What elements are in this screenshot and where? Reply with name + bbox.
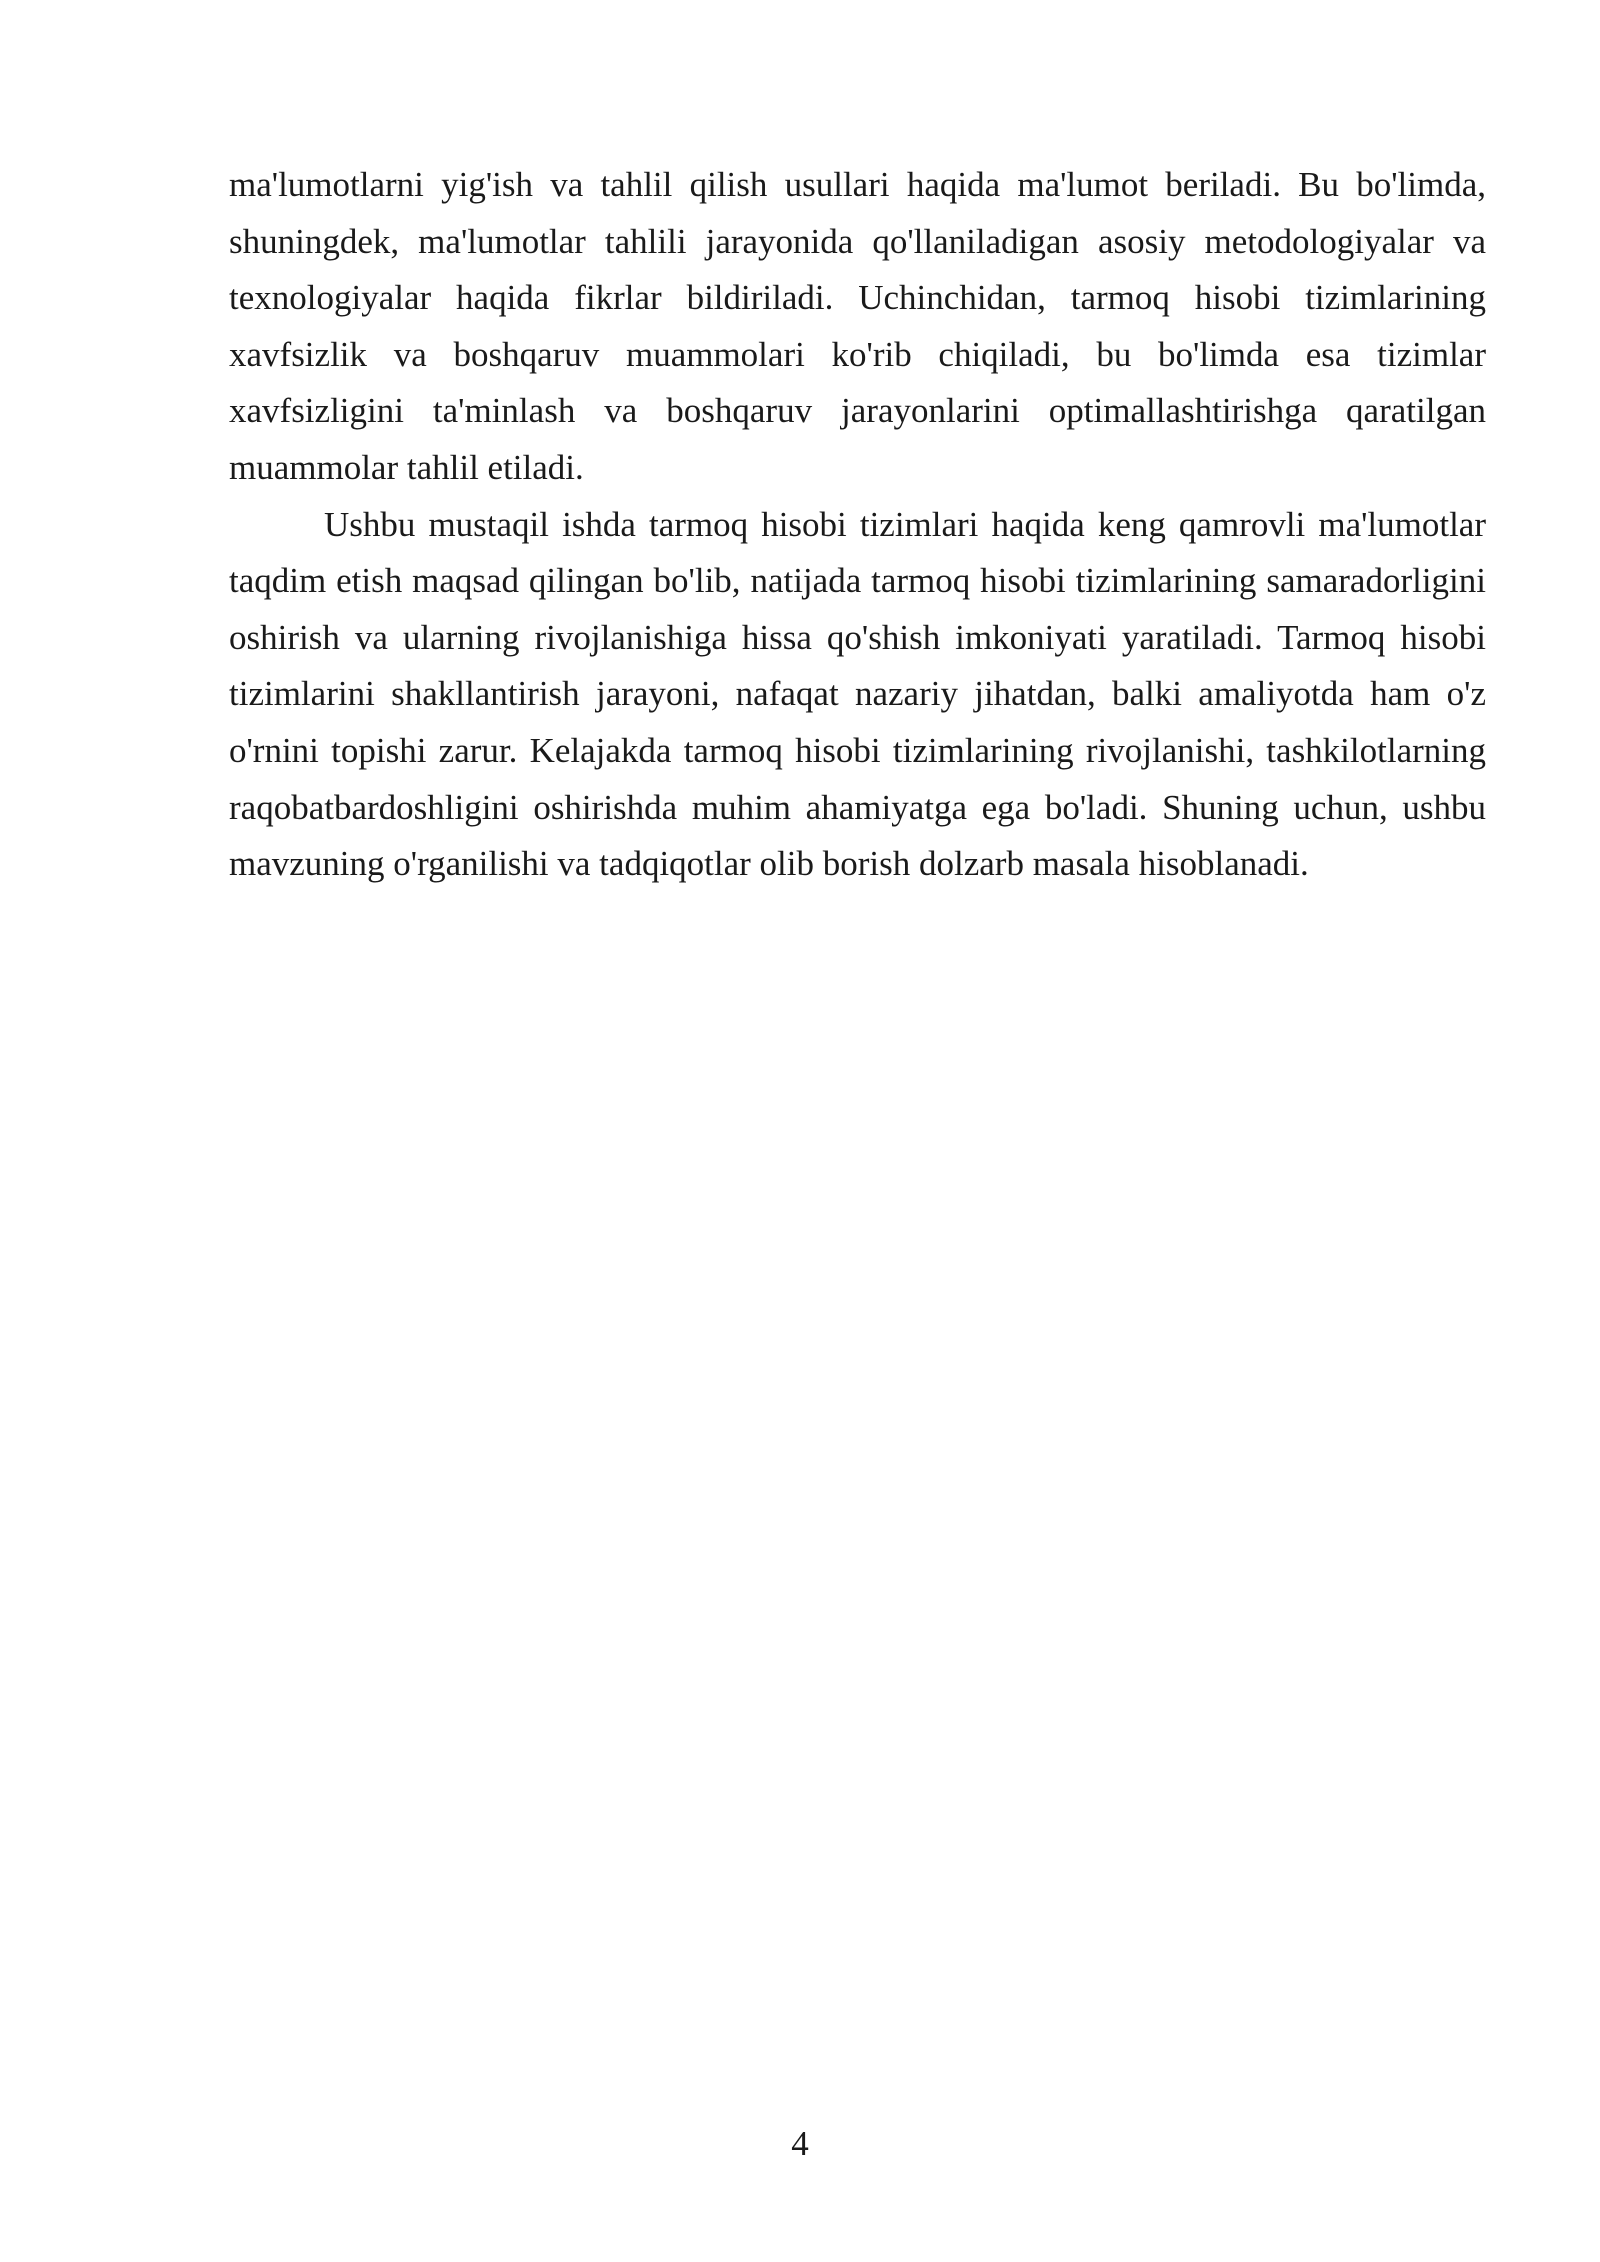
body-text — [229, 157, 1486, 893]
page-number: 4 — [791, 2124, 809, 2163]
paragraph-continued: ma'lumotlarni yig'ish va tahlil qilish usullari haqida ma'lumot beriladi. Bu bo'limda, shuningdek, ma'lumotlar tahlili jarayonida qo'llaniladigan asosiy metodologiyalar va texnologiyalar haqida fikrlar bildiriladi. Uchinchidan, tarmoq hisobi tizimlarining xavfsizlik va boshqaruv muammolari ko'rib chiqiladi, bu bo'limda esa tizimlar xavfsizligini ta'minlash va boshqaruv jarayonlarini optimallashtirishga qaratilgan muammolar tahlil etiladi. — [229, 165, 1486, 487]
paragraph: Ushbu mustaqil ishda tarmoq hisobi tizimlari haqida keng qamrovli ma'lumotlar taqdim etish maqsad qilingan bo'lib, natijada tarmoq hisobi tizimlarining samaradorligini oshirish va ularning rivojlanishiga hissa qo'shish imkoniyati yaratiladi. Tarmoq hisobi tizimlarini shakllantirish jarayoni, nafaqat nazariy jihatdan, balki amaliyotda ham o'z o'rnini topishi zarur. Kelajakda tarmoq hisobi tizimlarining rivojlanishi, tashkilotlarning raqobatbardoshligini oshirishda muhim ahamiyatga ega bo'ladi. Shuning uchun, ushbu mavzuning o'rganilishi va tadqiqotlar olib borish dolzarb masala hisoblanadi. — [229, 504, 1486, 884]
